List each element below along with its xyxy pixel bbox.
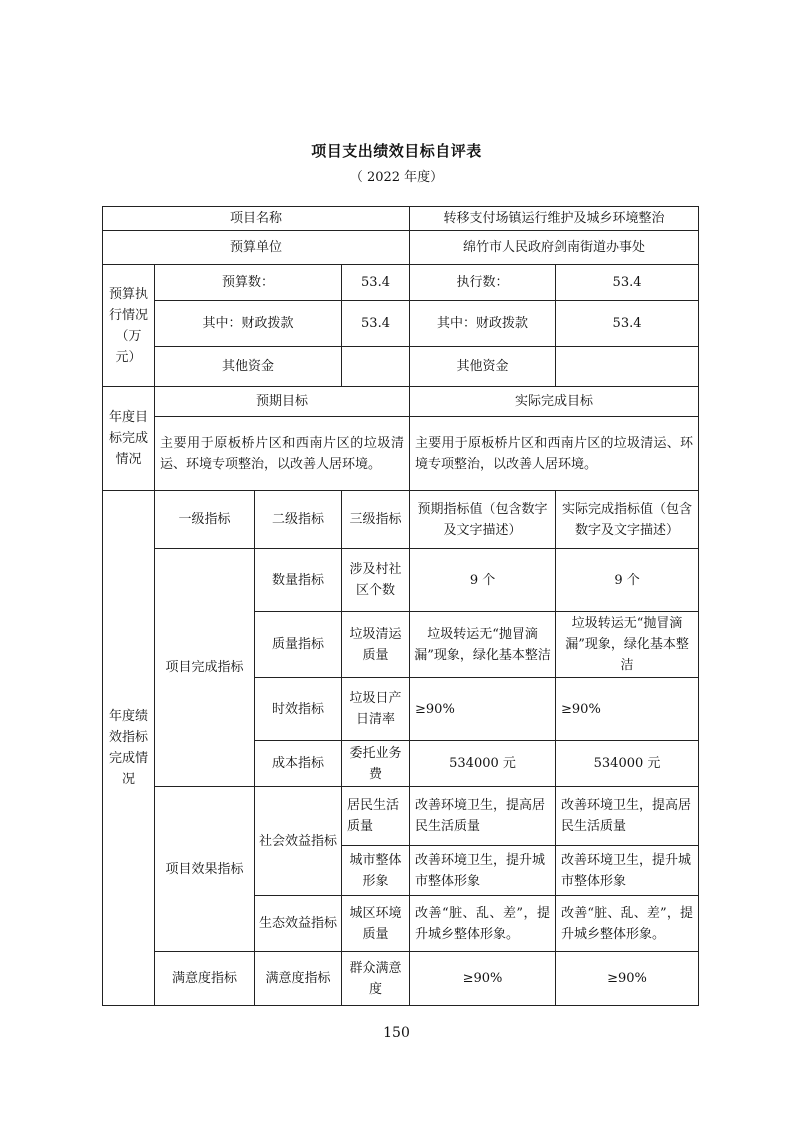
fiscal-budget-label: 其中：财政拨款 bbox=[155, 301, 342, 347]
level3-cell: 垃圾日产日清率 bbox=[342, 678, 410, 741]
expected-cell: 改善环境卫生，提升城市整体形象 bbox=[410, 846, 556, 896]
actual-cell: ≥90% bbox=[556, 678, 699, 741]
actual-cell: 改善环境卫生，提高居民生活质量 bbox=[556, 787, 699, 846]
budget-unit-label: 预算单位 bbox=[103, 231, 410, 265]
annual-target-label: 年度目标完成情况 bbox=[103, 387, 155, 491]
level3-cell: 城市整体形象 bbox=[342, 846, 410, 896]
actual-target-text: 主要用于原板桥片区和西南片区的垃圾清运、环境专项整治，以改善人居环境。 bbox=[410, 417, 699, 491]
evaluation-table bbox=[102, 206, 699, 1006]
page-subtitle: （ 2022 年度） bbox=[349, 170, 444, 185]
level3-cell: 委托业务费 bbox=[342, 741, 410, 787]
page-title: 项目支出绩效目标自评表 bbox=[311, 142, 482, 160]
fiscal-exec-label: 其中：财政拨款 bbox=[410, 301, 556, 347]
project-name-value: 转移支付场镇运行维护及城乡环境整治 bbox=[410, 207, 699, 231]
budget-amount-label: 预算数： bbox=[155, 265, 342, 301]
expected-target-header: 预期目标 bbox=[155, 387, 410, 417]
level3-cell: 垃圾清运质量 bbox=[342, 612, 410, 678]
header-level2: 二级指标 bbox=[255, 491, 342, 549]
budget-amount-value: 53.4 bbox=[342, 265, 410, 301]
level1-completion: 项目完成指标 bbox=[155, 549, 255, 787]
expected-cell: 改善“脏、乱、差”，提升城乡整体形象。 bbox=[410, 896, 556, 952]
level2-cell: 社会效益指标 bbox=[255, 787, 342, 896]
budget-unit-row bbox=[103, 231, 699, 265]
indicators-section-label: 年度绩效指标完成情况 bbox=[103, 491, 155, 1006]
header-level3: 三级指标 bbox=[342, 491, 410, 549]
level3-cell: 群众满意度 bbox=[342, 952, 410, 1006]
level2-cell: 时效指标 bbox=[255, 678, 342, 741]
actual-cell: 9 个 bbox=[556, 549, 699, 612]
level2-cell: 数量指标 bbox=[255, 549, 342, 612]
expected-target-text: 主要用于原板桥片区和西南片区的垃圾清运、环境专项整治，以改善人居环境。 bbox=[155, 417, 410, 491]
expected-cell: ≥90% bbox=[410, 952, 556, 1006]
indicator-header-row bbox=[103, 491, 699, 549]
other-funds-row bbox=[103, 347, 699, 387]
budget-row bbox=[103, 265, 699, 301]
level2-cell: 质量指标 bbox=[255, 612, 342, 678]
expected-cell: 改善环境卫生，提高居民生活质量 bbox=[410, 787, 556, 846]
fiscal-row bbox=[103, 301, 699, 347]
budget-section-label: 预算执行情况（万元） bbox=[103, 265, 155, 387]
annual-target-row bbox=[103, 417, 699, 491]
header-expected: 预期指标值（包含数字及文字描述） bbox=[410, 491, 556, 549]
other-exec-label: 其他资金 bbox=[410, 347, 556, 387]
exec-amount-label: 执行数： bbox=[410, 265, 556, 301]
expected-cell: 534000 元 bbox=[410, 741, 556, 787]
header-actual: 实际完成指标值（包含数字及文字描述） bbox=[556, 491, 699, 549]
actual-cell: 534000 元 bbox=[556, 741, 699, 787]
table-row bbox=[103, 549, 699, 612]
other-budget-label: 其他资金 bbox=[155, 347, 342, 387]
expected-cell: 垃圾转运无“抛冒滴漏”现象，绿化基本整洁 bbox=[410, 612, 556, 678]
exec-amount-value: 53.4 bbox=[556, 265, 699, 301]
level1-effect: 项目效果指标 bbox=[155, 787, 255, 952]
page-number: 150 bbox=[383, 1025, 410, 1041]
expected-cell: ≥90% bbox=[410, 678, 556, 741]
level3-cell: 城区环境质量 bbox=[342, 896, 410, 952]
project-name-row bbox=[103, 207, 699, 231]
table-row bbox=[103, 787, 699, 846]
level2-cell: 成本指标 bbox=[255, 741, 342, 787]
level3-cell: 居民生活质量 bbox=[342, 787, 410, 846]
actual-cell: 改善“脏、乱、差”，提升城乡整体形象。 bbox=[556, 896, 699, 952]
level2-cell: 满意度指标 bbox=[255, 952, 342, 1006]
project-name-label: 项目名称 bbox=[103, 207, 410, 231]
level1-satisfaction: 满意度指标 bbox=[155, 952, 255, 1006]
table-row bbox=[103, 952, 699, 1006]
other-exec-value bbox=[556, 347, 699, 387]
actual-cell: 垃圾转运无“抛冒滴漏”现象，绿化基本整洁 bbox=[556, 612, 699, 678]
expected-cell: 9 个 bbox=[410, 549, 556, 612]
actual-target-header: 实际完成目标 bbox=[410, 387, 699, 417]
level2-cell: 生态效益指标 bbox=[255, 896, 342, 952]
annual-target-header-row bbox=[103, 387, 699, 417]
fiscal-budget-value: 53.4 bbox=[342, 301, 410, 347]
level3-cell: 涉及村社区个数 bbox=[342, 549, 410, 612]
actual-cell: 改善环境卫生，提升城市整体形象 bbox=[556, 846, 699, 896]
other-budget-value bbox=[342, 347, 410, 387]
budget-unit-value: 绵竹市人民政府剑南街道办事处 bbox=[410, 231, 699, 265]
header-level1: 一级指标 bbox=[155, 491, 255, 549]
fiscal-exec-value: 53.4 bbox=[556, 301, 699, 347]
actual-cell: ≥90% bbox=[556, 952, 699, 1006]
